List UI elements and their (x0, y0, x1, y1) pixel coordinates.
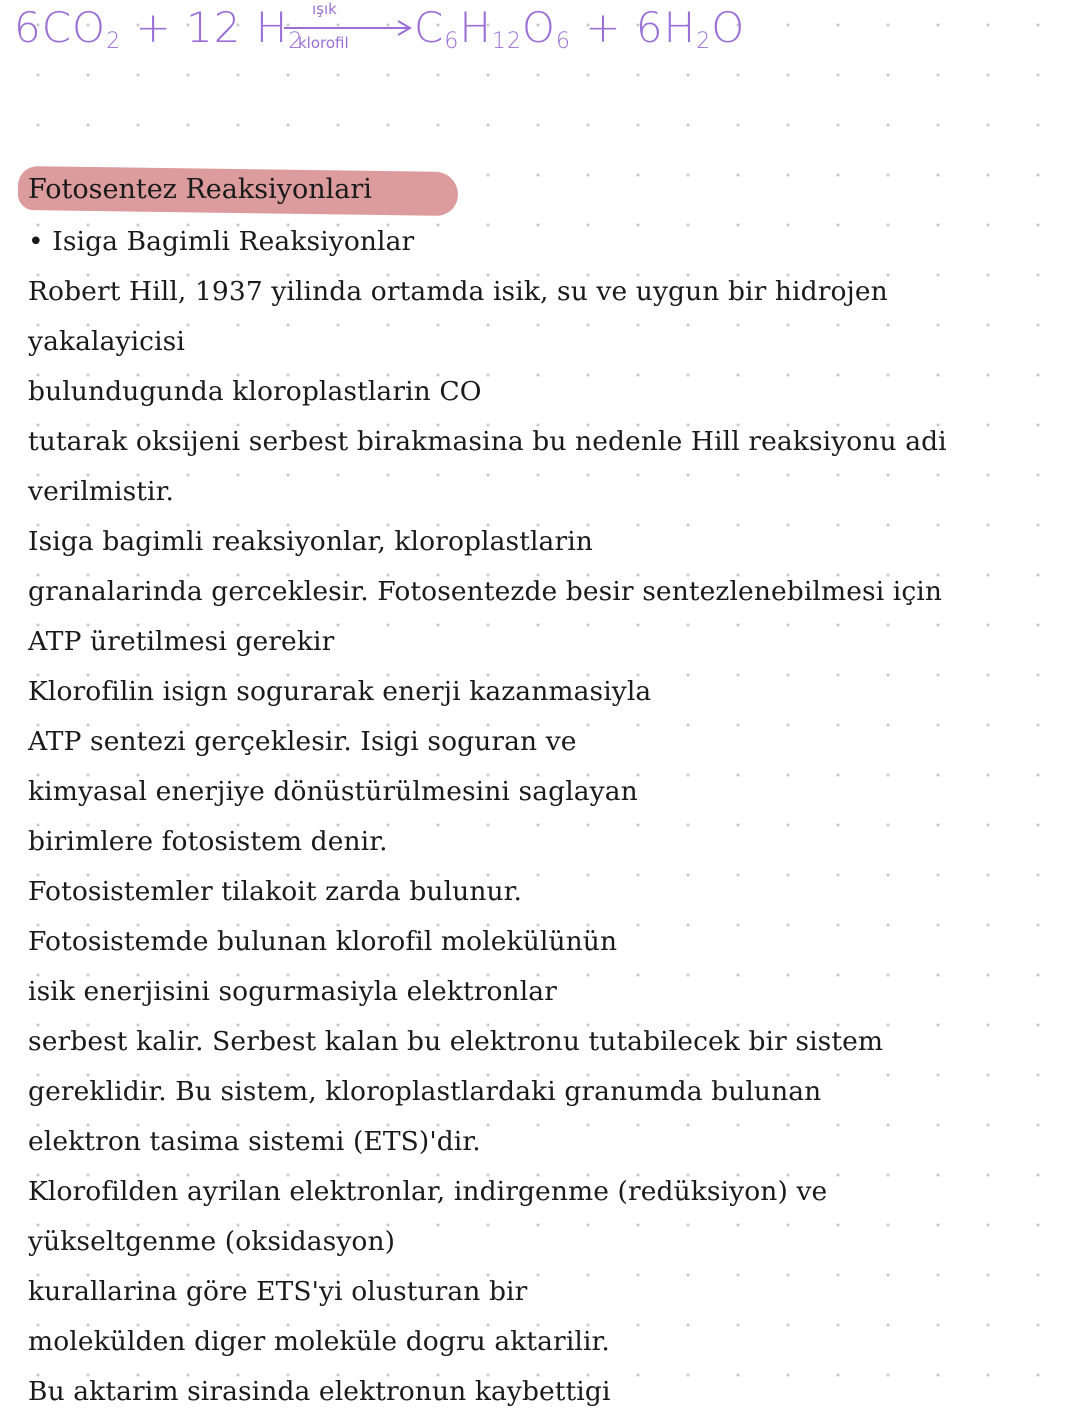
note-line: granalarinda gerceklesir. Fotosentezde besir sentezlenebilmesi için (28, 576, 943, 607)
note-line: Fotosistemde bulunan klorofil molekülünün (28, 926, 618, 957)
note-line: Isiga bagimli reaksiyonlar, kloroplastlarin (28, 526, 593, 557)
note-line: ATP üretilmesi gerekir (28, 626, 335, 657)
note-line: verilmistir. (28, 476, 174, 507)
subscript: 12 (491, 29, 522, 54)
subscript: 2 (288, 29, 304, 54)
equation-products (414, 2, 745, 68)
subscript: 2 (696, 29, 712, 54)
product-o: O (521, 3, 556, 52)
note-line: Fotosistemler tilakoit zarda bulunur. (28, 876, 523, 907)
note-line: birimlere fotosistem denir. (28, 826, 388, 857)
product-water: + 6H (570, 3, 697, 52)
note-line: bulundugunda kloroplastlarin CO (28, 376, 482, 407)
reactant-co2: 6CO (14, 3, 107, 52)
product-h: H (459, 3, 492, 52)
product-o-end: O (711, 3, 746, 52)
note-line: yakalayicisi (28, 326, 185, 357)
subscript: 2 (106, 29, 122, 54)
note-line: elektron tasima sistemi (ETS)'dir. (28, 1126, 481, 1157)
photosynthesis-equation (0, 0, 1080, 70)
reactant-h2: + 12 H (121, 3, 289, 52)
note-line: kimyasal enerjiye dönüstürülmesini saglayan (28, 776, 638, 807)
note-line: isik enerjisini sogurmasiyla elektronlar (28, 976, 557, 1007)
note-line: • Isiga Bagimli Reaksiyonlar (28, 226, 415, 257)
note-line: Klorofilden ayrilan elektronlar, indirgenme (redüksiyon) ve (28, 1176, 828, 1207)
product-c: C (414, 3, 445, 52)
note-lines (28, 218, 1068, 1418)
subscript: 6 (444, 29, 460, 54)
note-line: Bu aktarim sirasinda elektronun kaybettigi (28, 1376, 611, 1407)
section-heading (18, 166, 460, 214)
condition-light: ışık (312, 0, 337, 18)
note-line: yükseltgenme (oksidasyon) (28, 1226, 396, 1257)
note-line: molekülden diger moleküle dogru aktarilir. (28, 1326, 610, 1357)
condition-chlorophyll: klorofil (298, 34, 349, 52)
note-line: tutarak oksijeni serbest birakmasina bu nedenle Hill reaksiyonu adi (28, 426, 947, 457)
note-line: gereklidir. Bu sistem, kloroplastlardaki granumda bulunan (28, 1076, 822, 1107)
note-line: kurallarina göre ETS'yi olusturan bir (28, 1276, 528, 1307)
note-line: Robert Hill, 1937 yilinda ortamda isik, su ve uygun bir hidrojen (28, 276, 888, 307)
note-line: serbest kalir. Serbest kalan bu elektronu tutabilecek bir sistem (28, 1026, 884, 1057)
note-line: Klorofilin isign sogurarak enerji kazanmasiyla (28, 676, 652, 707)
heading-text: Fotosentez Reaksiyonlari (28, 174, 372, 205)
subscript: 6 (555, 29, 571, 54)
note-line: ATP sentezi gerçeklesir. Isigi soguran ve (28, 726, 577, 757)
equation-reactants (14, 2, 303, 68)
